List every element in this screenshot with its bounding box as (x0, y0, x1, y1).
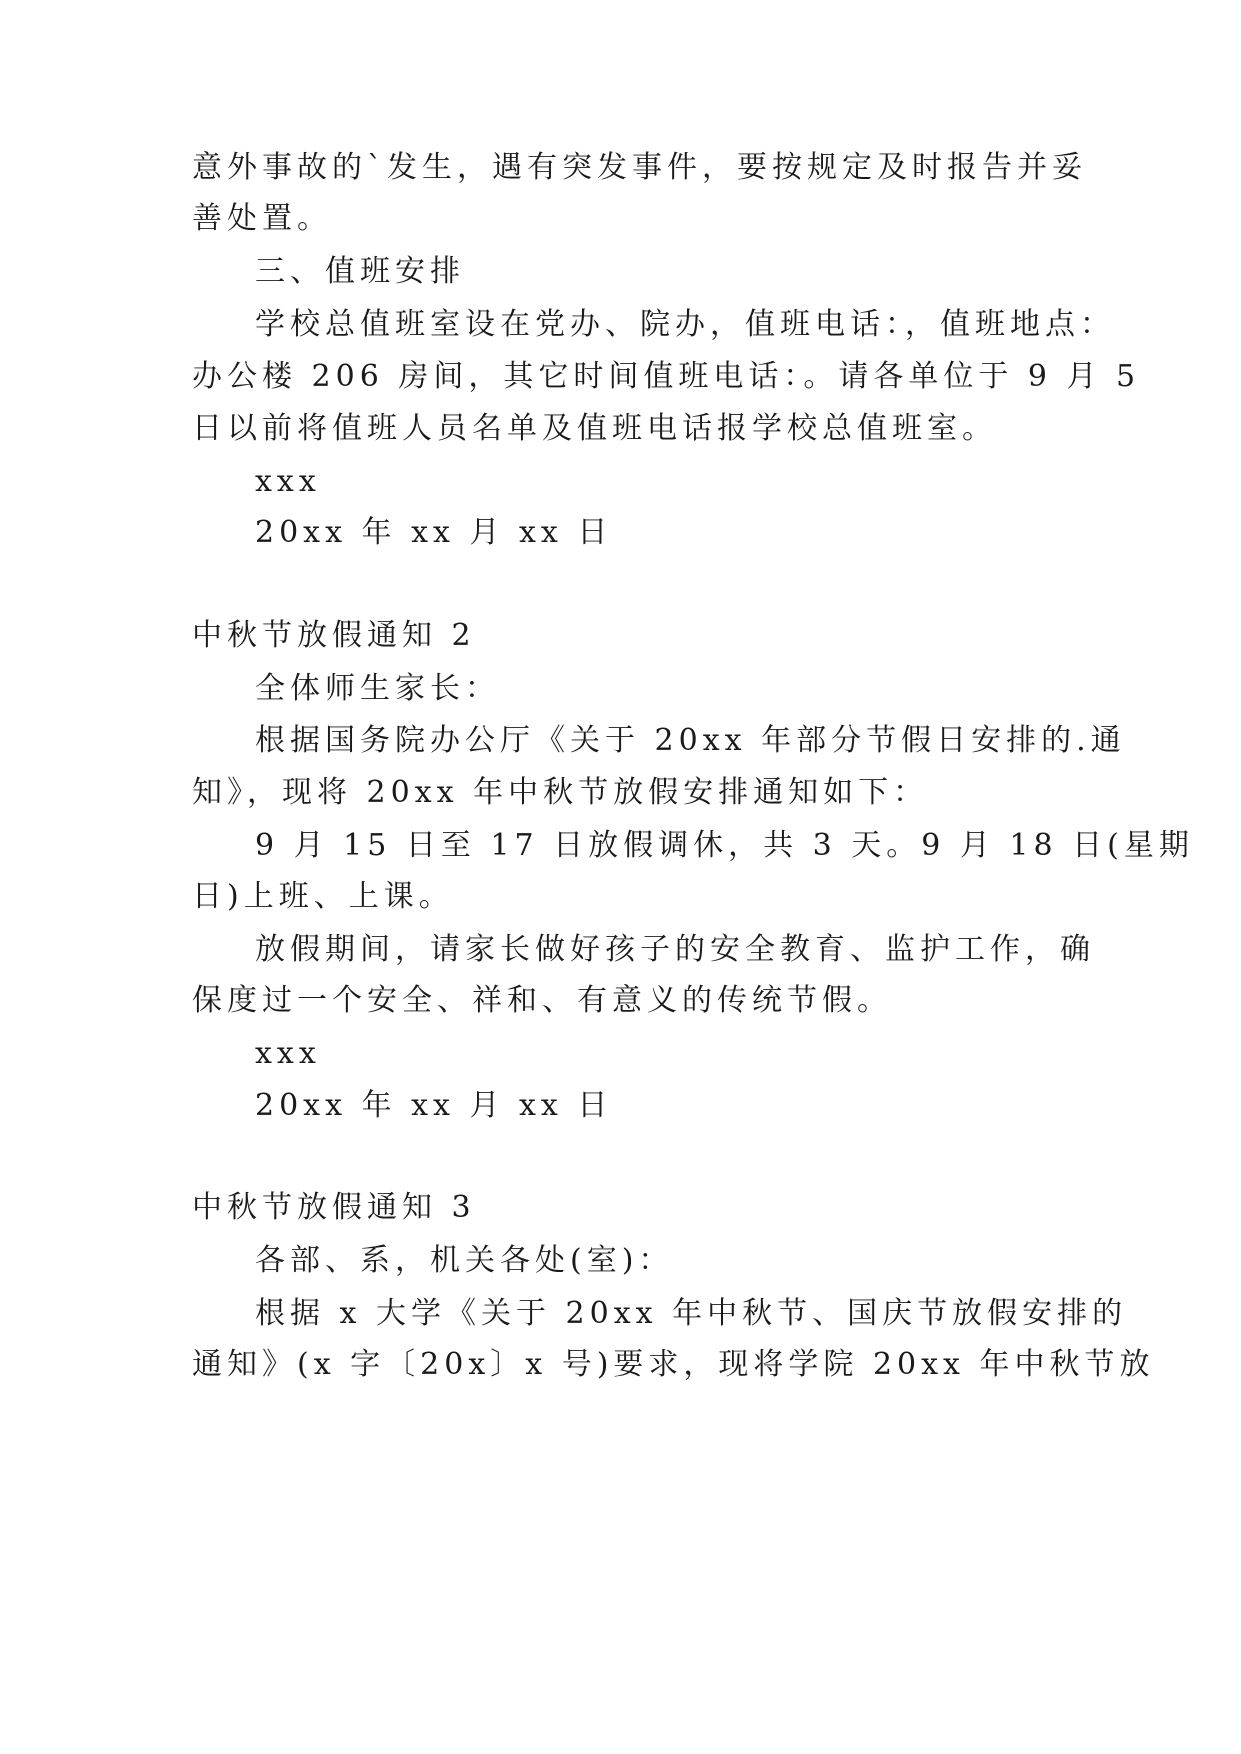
paragraph-line: 意外事故的`发生，遇有突发事件，要按规定及时报告并妥 (192, 150, 1087, 185)
paragraph-line: 知》，现将 20xx 年中秋节放假安排通知如下： (192, 775, 929, 810)
salutation: 全体师生家长： (255, 671, 500, 706)
paragraph-line: 办公楼 206 房间，其它时间值班电话：。请各单位于 9 月 5 (192, 359, 1141, 394)
paragraph-line: 9 月 15 日至 17 日放假调休，共 3 天。9 月 18 日(星期 (255, 828, 1194, 863)
paragraph-line: 根据 x 大学《关于 20xx 年中秋节、国庆节放假安排的 (255, 1296, 1128, 1331)
signer: xxx (255, 464, 321, 499)
paragraph-line: 日以前将值班人员名单及值班电话报学校总值班室。 (192, 411, 997, 446)
paragraph-line: 保度过一个安全、祥和、有意义的传统节假。 (192, 983, 892, 1018)
paragraph-line: 日)上班、上课。 (192, 879, 454, 914)
signature-date: 20xx 年 xx 月 xx 日 (255, 515, 613, 550)
notice-title: 中秋节放假通知 2 (192, 618, 476, 653)
section-heading: 三、值班安排 (255, 254, 465, 289)
notice-title: 中秋节放假通知 3 (192, 1190, 476, 1225)
paragraph-line: 通知》(x 字〔20x〕x 号)要求，现将学院 20xx 年中秋节放 (192, 1347, 1155, 1382)
signer: xxx (255, 1036, 321, 1071)
signature-date: 20xx 年 xx 月 xx 日 (255, 1088, 613, 1123)
salutation: 各部、系，机关各处(室)： (255, 1243, 674, 1278)
paragraph-line: 善处置。 (192, 201, 332, 236)
paragraph-line: 根据国务院办公厅《关于 20xx 年部分节假日安排的.通 (255, 723, 1126, 758)
paragraph-line: 学校总值班室设在党办、院办，值班电话：，值班地点： (255, 307, 1115, 342)
paragraph-line: 放假期间，请家长做好孩子的安全教育、监护工作，确 (255, 932, 1095, 967)
